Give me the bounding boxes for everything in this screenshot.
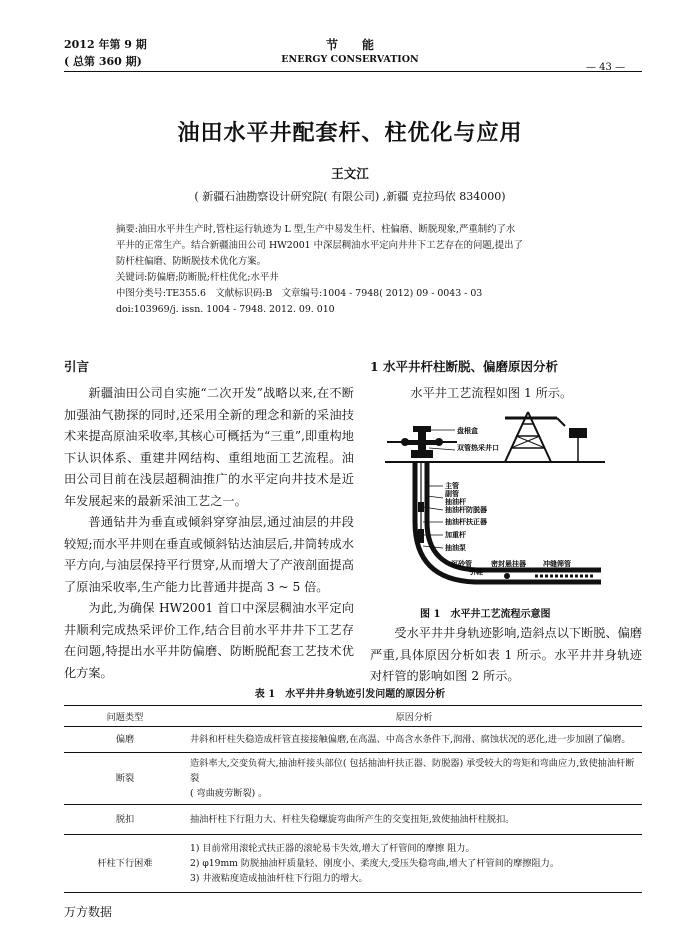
cause-text: 造斜率大,交变负荷大,抽油杆接头部位( 包括抽油杆扶正器、防脱器) 承受较大的弯矩和弯曲应力,致使抽油杆断裂 ( 弯曲疲劳断裂) 。 — [186, 753, 642, 805]
intro-body — [64, 383, 354, 684]
problem-type: 断裂 — [64, 753, 186, 805]
abstract-line: 平井的正常生产。结合新疆油田公司 HW2001 中深层稠油水平定向井井下工艺存在的问题,提出了 — [116, 240, 523, 251]
classification: 中图分类号:TE355.6 文献标识码:B 文章编号:1004 - 7948( 2012) 09 - 0043 - 03 — [116, 288, 483, 299]
table-row — [64, 835, 642, 893]
issue-label: 2012 年第 9 期 — [64, 38, 147, 51]
figure1-diagram — [385, 404, 605, 594]
journal-title-en: ENERGY CONSERVATION — [281, 54, 419, 65]
cause-text: 抽油杆柱下行阻力大、杆柱失稳螺旋弯曲所产生的交变扭矩,致使抽油杆柱脱扣。 — [186, 805, 642, 835]
doi: doi:103969/j. issn. 1004 - 7948. 2012. 09. 010 — [116, 304, 335, 315]
fig-label: 抽油杆防脱器 — [445, 505, 487, 514]
fig-label: 抽油杆 — [445, 497, 466, 506]
fig-label: 双管热采井口 — [457, 443, 499, 452]
intro-paragraph: 新疆油田公司自实施“二次开发”战略以来,在不断加强油气勘探的同时,还采用全新的理念和新的采油技术来提高原油采收率,其核心可概括为“三重”,即重构地下认识体系、重建井网结构、重组地面工艺流程。油田公司目前在浅层超稠油推广的水平定向井技术是近年发展起来的最新采油工艺之一。 — [64, 386, 354, 508]
article-title: 油田水平井配套杆、柱优化与应用 — [177, 120, 523, 146]
table-header-cell: 问题类型 — [64, 706, 186, 727]
table-row — [64, 727, 642, 753]
affiliation: ( 新疆石油勘察设计研究院( 有限公司) ,新疆 克拉玛依 834000) — [194, 190, 506, 203]
journal-title-cn: 节 能 — [325, 38, 374, 52]
abstract-line: 防杆柱偏磨、防断脱技术优化方案。 — [116, 256, 267, 267]
fig-label: 引鞋 — [469, 567, 483, 576]
table-row — [64, 753, 642, 805]
intro-heading: 引言 — [64, 359, 90, 374]
abstract — [116, 222, 616, 318]
problem-type: 脱扣 — [64, 805, 186, 835]
table1-caption: 表 1 水平井井身轨迹引发问题的原因分析 — [254, 689, 446, 700]
abstract-line: 摘要:油田水平井生产时,管柱运行轨迹为 L 型,生产中易发生杆、柱偏磨、断脱现象,严重制约了水 — [116, 224, 516, 235]
fig-label: 冲缝筛管 — [543, 559, 571, 568]
intro-paragraph: 为此,为确保 HW2001 首口中深层稠油水平定向井顺利完成热采评价工作,结合目前水平井井下工艺存在问题,特提出水平井防偏磨、防断脱配套工艺技术优化方案。 — [64, 601, 354, 680]
keywords: 关键词:防偏磨;防断脱;杆柱优化;水平井 — [116, 272, 279, 283]
table-row — [64, 805, 642, 835]
total-issue-label: ( 总第 360 期) — [64, 55, 142, 68]
fig-label: 主管 — [445, 481, 459, 490]
cause-text: 1) 目前常用滚轮式扶正器的滚轮易卡失效,增大了杆管间的摩擦 阻力。 2) φ19mm 防脱抽油杆质量轻、刚度小、柔度大,受压失稳弯曲,增大了杆管间的摩擦阻力。 3) 井液粘度造成抽油杆柱下行阻力的增大。 — [186, 835, 642, 893]
section1-para2: 受水平井井身轨迹影响,造斜点以下断脱、偏磨严重,具体原因分析如表 1 所示。水平井井身轨迹对杆管的影响如图 2 所示。 — [370, 626, 643, 683]
fig-label: 沉砂管 — [451, 559, 472, 568]
problem-type: 杆柱下行困难 — [64, 835, 186, 893]
fig-label: 抽油杆扶正器 — [445, 517, 487, 526]
fig-label: 副管 — [445, 489, 459, 498]
watermark: 万方数据 — [64, 905, 113, 919]
fig-label: 密封悬挂器 — [491, 559, 526, 568]
problem-type: 偏磨 — [64, 727, 186, 753]
cause-text: 井斜和杆柱失稳造成杆管直接接触偏磨,在高温、中高含水条件下,润滑、腐蚀状况的恶化,进一步加剧了偏磨。 — [186, 727, 642, 753]
fig-label: 抽油泵 — [445, 543, 466, 552]
fig-label: 盘根盒 — [457, 426, 478, 435]
section1-para1: 水平井工艺流程如图 1 所示。 — [410, 386, 573, 400]
page-number: — 43 — — [586, 62, 626, 73]
header-rule — [64, 71, 642, 72]
derrick-icon — [505, 412, 587, 462]
figure1-caption: 图 1 水平井工艺流程示意图 — [420, 609, 551, 620]
section1-heading: 1 水平井杆柱断脱、偏磨原因分析 — [370, 359, 559, 374]
wellhead-icon — [387, 426, 457, 458]
table1 — [64, 705, 642, 893]
table-header-cell: 原因分析 — [186, 706, 642, 727]
author: 王文江 — [331, 166, 369, 181]
intro-paragraph: 普通钻井为垂直或倾斜穿穿油层,通过油层的井段较短;而水平井则在垂直或倾斜钻达油层后,井筒转成水平方向,与油层保持平行贯穿,从而增大了产液剖面提高了原油采收率,生产能力比普通井提高 3 ~ 5 倍。 — [64, 515, 354, 594]
fig-label: 加重杆 — [445, 530, 466, 539]
table-header-row — [64, 706, 642, 727]
